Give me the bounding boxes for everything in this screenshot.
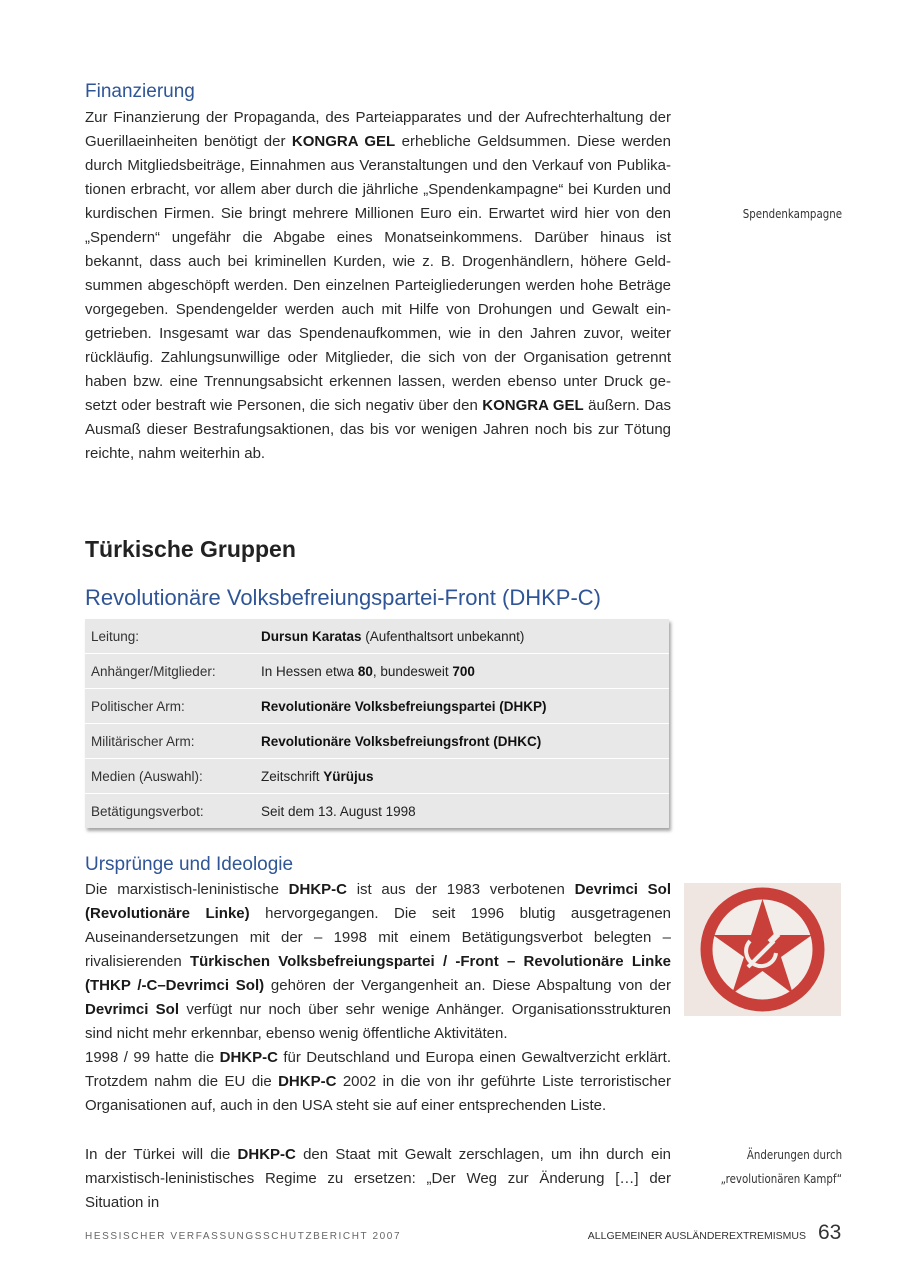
row-value: Zeitschrift Yürüjus [255, 759, 669, 794]
row-label: Militärischer Arm: [85, 724, 255, 759]
org-info-table [85, 619, 669, 828]
table-row [85, 759, 669, 794]
row-label: Betätigungsverbot: [91, 803, 204, 819]
page-number: 63 [818, 1221, 842, 1244]
row-value: Revolutionäre Volksbefreiungsfront (DHKC) [255, 724, 669, 759]
footer-publication-title: HESSISCHER VERFASSUNGSSCHUTZBERICHT 2007 [85, 1231, 402, 1242]
table-row [85, 724, 669, 759]
footer-chapter-title: ALLGEMEINER AUSLÄNDEREXTREMISMUS [587, 1230, 806, 1242]
table-row [85, 654, 669, 689]
paragraph-tuerkei: In der Türkei will die DHKP-C den Staat mit Gewalt zerschlagen, um ihn durch ein marxistisch-leninistisches Regime zu ersetzen: „Der Weg zur Änderung […] der Situation in [85, 1146, 671, 1211]
dhkp-c-emblem-image [684, 883, 841, 1016]
row-value: In Hessen etwa 80, bundesweit 700 [255, 654, 669, 689]
paragraph-ursprung: Die marxistisch-leninistische DHKP-C ist aus der 1983 verbotenen Devrimci Sol (Revolutionäre Linke) hervorgegangen. Die seit 1996 blutig ausgetragenen Auseinandersetzungen mit der – 1998 mit einem Betätigungsverbot belegten – rivalisierenden Türkischen Volksbefreiungspartei / -Front – Revolutionäre Linke (THKP /-C–Devrimci Sol) gehören der Vergangenheit an. Diese Abspaltung von der Devrimci Sol verfügt nur noch über sehr wenige Anhänger. Organisationsstrukturen sind nicht mehr erkennbar, ebenso wenig öffentliche Aktivitäten. 1998 / 99 hatte die DHKP-C für Deutschland und Europa einen Gewaltverzicht erklärt. Trotzdem nahm die EU die DHKP-C 2002 in die von ihr geführte Liste terroristischer Organisationen auf, auch in den USA steht sie auf einer entsprechenden Liste. [85, 881, 672, 1114]
paragraph-finanzierung: Zur Finanzierung der Propaganda, des Parteiapparates und der Aufrechterhaltung der Guerillaeinheiten benötigt der KONGRA GEL erhebliche Geldsummen. Diese werden durch Mitgliedsbeiträge, Einnahmen aus Veranstaltungen und den Verkauf von Publikationen erbracht, vor allem aber durch die jährliche „Spendenkampagne“ bei Kurden und kurdischen Firmen. Sie bringt mehrere Millionen Euro ein. Erwartet wird hier von den „Spendern“ ungefähr die Abgabe eines Monatseinkommens. Darüber hinaus ist bekannt, dass auch bei kriminellen Kurden, wie z. B. Drogenhändlern, höhere Geldsummen abgeschöpft werden. Den einzelnen Parteigliederungen werden hohe Beträge vorgegeben. Spendengelder werden auch mit Hilfe von Drohungen und Gewalt eingetrieben. Insgesamt war das Spendenaufkommen, wie in den Jahren zuvor, weiter rückläufig. Zahlungsunwillige oder Mitglieder, die sich von der Organisation getrennt haben bzw. eine Trennungsabsicht erkennen lassen, werden ebenso unter Druck gesetzt oder bestraft wie Personen, die sich negativ über den KONGRA GEL äußern. Das Ausmaß dieser Bestrafungsaktionen, das bis vor wenigen Jahren noch bis zur Tötung reichte, nahm weiterhin ab. [85, 109, 671, 462]
row-value: Seit dem 13. August 1998 [261, 803, 416, 819]
row-value: Revolutionäre Volksbefreiungspartei (DHKP) [255, 689, 669, 724]
row-label: Anhänger/Mitglieder: [85, 654, 255, 689]
section-heading-ursprung: Ursprünge und Ideologie [85, 854, 294, 875]
page-section-title: Türkische Gruppen [85, 536, 296, 562]
margin-note-spendenkampagne: Spendenkampagne [742, 206, 842, 221]
margin-note-revolutionaerer-kampf: Änderungen durch „revolutionären Kampf“ [720, 1147, 842, 1186]
section-heading-finanzierung: Finanzierung [85, 81, 195, 102]
table-row [85, 619, 669, 654]
org-name-kongra-gel: KONGRA GEL [291, 133, 396, 150]
org-name-kongra-gel-2: KONGRA GEL [482, 397, 584, 414]
row-value: Dursun Karatas (Aufenthaltsort unbekannt) [255, 619, 669, 654]
table-row [85, 689, 669, 724]
table-row [85, 794, 669, 829]
row-label: Politischer Arm: [85, 689, 255, 724]
row-label: Leitung: [85, 619, 255, 654]
org-heading-dhkp-c: Revolutionäre Volksbefreiungspartei-Front (DHKP-C) [85, 585, 601, 610]
row-label: Medien (Auswahl): [85, 759, 255, 794]
